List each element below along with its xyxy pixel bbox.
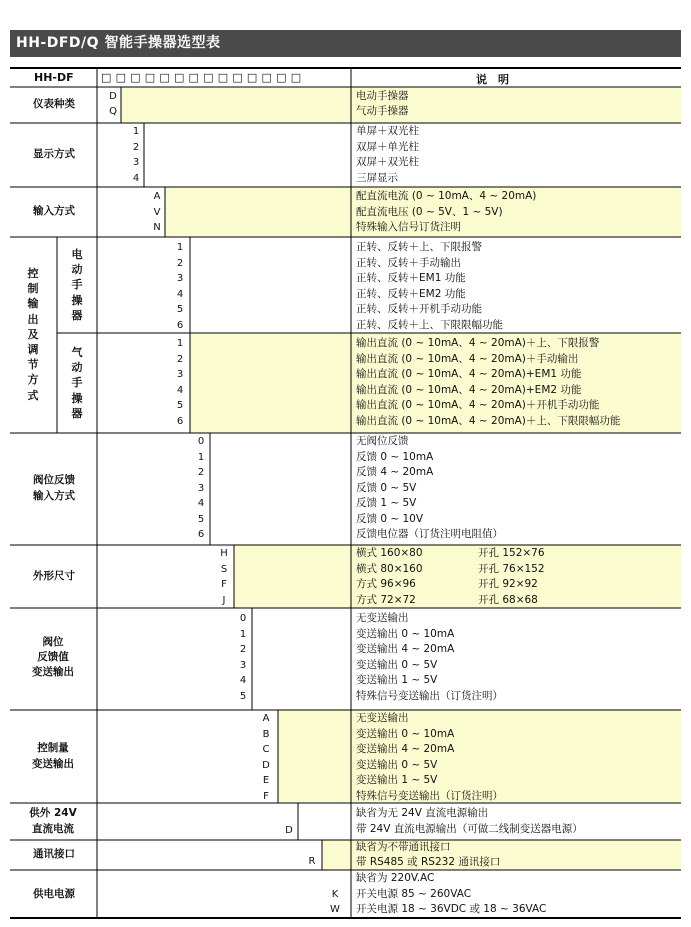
- pneumatic-desc: 输出直流 (0 ~ 10mA、4 ~ 20mA)+EM2 功能: [356, 383, 582, 396]
- size-desc: 横式 160×80: [356, 547, 423, 559]
- display-code: 4: [132, 172, 140, 184]
- pneumatic-desc: 输出直流 (0 ~ 10mA、4 ~ 20mA)＋开机手动功能: [356, 399, 600, 411]
- valve-tx-desc: 变送输出 0 ~ 10mA: [356, 627, 455, 640]
- electric-desc: 正转、反转＋EM2 功能: [356, 287, 466, 300]
- input-code: V: [153, 206, 161, 218]
- control-tx-label: 控制量: [37, 742, 69, 754]
- supply24-desc: 带 24V 直流电源输出（可做二线制变送器电源）: [356, 822, 583, 835]
- feedback-desc: 反馈电位器（订货注明电阻值）: [356, 528, 503, 540]
- input-code: N: [153, 222, 161, 233]
- feedback-desc: 反馈 0 ~ 10V: [356, 512, 424, 525]
- power-code: W: [330, 904, 340, 915]
- valve-tx-code: 2: [239, 644, 247, 655]
- display-desc: 双屏＋双光柱: [356, 156, 419, 168]
- pneumatic-code: 5: [176, 400, 184, 411]
- display-code: 1: [132, 126, 140, 137]
- valve-tx-code: 3: [239, 659, 247, 671]
- power-desc: 开关电源 85 ~ 260VAC: [356, 887, 472, 900]
- size-hole: 开孔 68×68: [478, 593, 538, 606]
- valve-tx-code: 1: [239, 628, 247, 640]
- valve-tx-desc: 变送输出 1 ~ 5V: [356, 674, 438, 686]
- feedback-desc: 反馈 0 ~ 10mA: [356, 450, 434, 463]
- size-hole: 开孔 92×92: [478, 578, 538, 590]
- valve-tx-label: 反馈值: [37, 651, 69, 663]
- electric-code: 3: [176, 273, 184, 284]
- electric-code: 5: [176, 304, 184, 315]
- supply24-label: 供外 24V: [29, 807, 77, 819]
- display-desc: 单屏＋双光柱: [356, 125, 419, 137]
- control-tx-label: 变送输出: [32, 758, 74, 770]
- pneumatic-code: 2: [176, 353, 184, 365]
- control-tx-desc: 特殊信号变送输出（订货注明）: [356, 789, 503, 802]
- input-desc: 配直流电流 (0 ~ 10mA、4 ~ 20mA): [356, 190, 537, 202]
- valve-tx-desc: 变送输出 4 ~ 20mA: [356, 643, 455, 655]
- power-desc: 开关电源 18 ~ 36VDC 或 18 ~ 36VAC: [356, 903, 547, 915]
- control-tx-code: D: [262, 759, 270, 771]
- display-desc: 三屏显示: [356, 171, 398, 184]
- electric-code: 6: [176, 319, 184, 331]
- feedback-code: 6: [197, 529, 205, 540]
- instrument-label: 仪表种类: [33, 98, 75, 110]
- supply24-label: 直流电流: [32, 823, 74, 835]
- electric-label: 电动手操器: [71, 248, 83, 322]
- control-tx-desc: 变送输出 1 ~ 5V: [356, 774, 438, 786]
- description-header: 说 明: [476, 73, 509, 86]
- control-tx-desc: 变送输出 4 ~ 20mA: [356, 743, 455, 755]
- valve-tx-code: 4: [239, 675, 247, 686]
- pneumatic-code: 1: [176, 338, 184, 349]
- power-label: 供电电源: [33, 888, 75, 900]
- electric-desc: 正转、反转＋手动输出: [356, 256, 461, 269]
- feedback-code: 0: [197, 436, 205, 447]
- supply24-desc: 缺省为无 24V 直流电源输出: [356, 807, 489, 819]
- size-code: S: [220, 563, 228, 575]
- electric-desc: 正转、反转＋上、下限限幅功能: [356, 318, 503, 331]
- size-desc: 横式 80×160: [356, 562, 423, 575]
- electric-desc: 正转、反转＋开机手动功能: [356, 303, 482, 315]
- instrument-desc: 气动手操器: [356, 105, 409, 117]
- valve-tx-desc: 变送输出 0 ~ 5V: [356, 658, 438, 671]
- instrument-desc: 电动手操器: [356, 90, 409, 102]
- pneumatic-code: 4: [176, 384, 184, 396]
- page-title: HH-DFD/Q 智能手操器选型表: [10, 30, 681, 57]
- comm-code: R: [308, 856, 316, 867]
- input-label: 输入方式: [33, 205, 75, 217]
- size-code: J: [222, 594, 226, 606]
- pneumatic-code: 3: [176, 369, 184, 380]
- instrument-code: D: [109, 91, 117, 102]
- electric-code: 4: [176, 288, 184, 300]
- control-tx-code: F: [263, 790, 269, 802]
- display-code: 2: [132, 141, 140, 153]
- power-code: K: [331, 889, 339, 900]
- electric-desc: 正转、反转＋EM1 功能: [356, 272, 466, 284]
- input-desc: 配直流电压 (0 ~ 5V、1 ~ 5V): [356, 205, 503, 218]
- supply24-code: D: [285, 825, 293, 836]
- control-tx-desc: 无变送输出: [356, 712, 409, 724]
- valve-tx-desc: 无变送输出: [356, 612, 409, 624]
- size-hole: 开孔 152×76: [478, 547, 545, 559]
- electric-desc: 正转、反转＋上、下限报警: [356, 241, 482, 253]
- control-tx-code: E: [262, 775, 270, 786]
- valve-tx-code: 5: [239, 690, 247, 702]
- display-label: 显示方式: [33, 148, 75, 160]
- control-tx-code: A: [262, 713, 270, 724]
- pneumatic-desc: 输出直流 (0 ~ 10mA、4 ~ 20mA)＋上、下限限幅功能: [356, 414, 621, 427]
- control-label: 控制输出及调节方式: [27, 267, 39, 402]
- valve-tx-code: 0: [239, 613, 247, 624]
- feedback-label: 输入方式: [33, 490, 75, 502]
- feedback-desc: 无阀位反馈: [356, 435, 409, 447]
- comm-label: 通讯接口: [33, 848, 75, 860]
- size-desc: 方式 72×72: [356, 593, 416, 606]
- feedback-code: 2: [197, 467, 205, 478]
- size-code: H: [220, 548, 228, 559]
- control-tx-code: B: [262, 728, 270, 740]
- electric-code: 1: [176, 242, 184, 253]
- control-tx-desc: 变送输出 0 ~ 5V: [356, 758, 438, 771]
- control-tx-desc: 变送输出 0 ~ 10mA: [356, 727, 455, 740]
- feedback-code: 5: [197, 513, 205, 525]
- comm-desc: 带 RS485 或 RS232 通讯接口: [356, 856, 501, 868]
- comm-desc: 缺省为不带通讯接口: [356, 841, 451, 853]
- valve-tx-desc: 特殊信号变送输出（订货注明）: [356, 689, 503, 702]
- input-code: A: [153, 191, 161, 202]
- pneumatic-desc: 输出直流 (0 ~ 10mA、4 ~ 20mA)＋手动输出: [356, 352, 579, 365]
- feedback-code: 4: [197, 498, 205, 509]
- pneumatic-label: 气动手操器: [71, 346, 83, 420]
- valve-tx-label: 变送输出: [32, 666, 74, 678]
- size-code: F: [221, 579, 227, 590]
- pneumatic-desc: 输出直流 (0 ~ 10mA、4 ~ 20mA)+EM1 功能: [356, 368, 582, 380]
- size-hole: 开孔 76×152: [478, 562, 545, 575]
- display-code: 3: [132, 157, 140, 168]
- input-desc: 特殊输入信号订货注明: [356, 221, 461, 233]
- display-desc: 双屏＋单光柱: [356, 140, 419, 153]
- feedback-label: 阀位反馈: [33, 474, 75, 486]
- instrument-code: Q: [109, 106, 117, 117]
- feedback-code: 3: [197, 482, 205, 494]
- model-prefix: HH-DF: [34, 71, 74, 84]
- feedback-desc: 反馈 0 ~ 5V: [356, 481, 417, 494]
- pneumatic-code: 6: [176, 415, 184, 427]
- control-tx-code: C: [262, 744, 270, 755]
- feedback-code: 1: [197, 451, 205, 463]
- size-desc: 方式 96×96: [356, 578, 416, 590]
- feedback-desc: 反馈 1 ~ 5V: [356, 497, 417, 509]
- electric-code: 2: [176, 257, 184, 269]
- pneumatic-desc: 输出直流 (0 ~ 10mA、4 ~ 20mA)＋上、下限报警: [356, 337, 600, 349]
- feedback-desc: 反馈 4 ~ 20mA: [356, 466, 434, 478]
- valve-tx-label: 阀位: [42, 636, 64, 648]
- size-label: 外形尺寸: [33, 570, 75, 582]
- power-desc: 缺省为 220V.AC: [356, 872, 435, 884]
- code-boxes: □□□□□□□□□□□□□□: [101, 71, 306, 84]
